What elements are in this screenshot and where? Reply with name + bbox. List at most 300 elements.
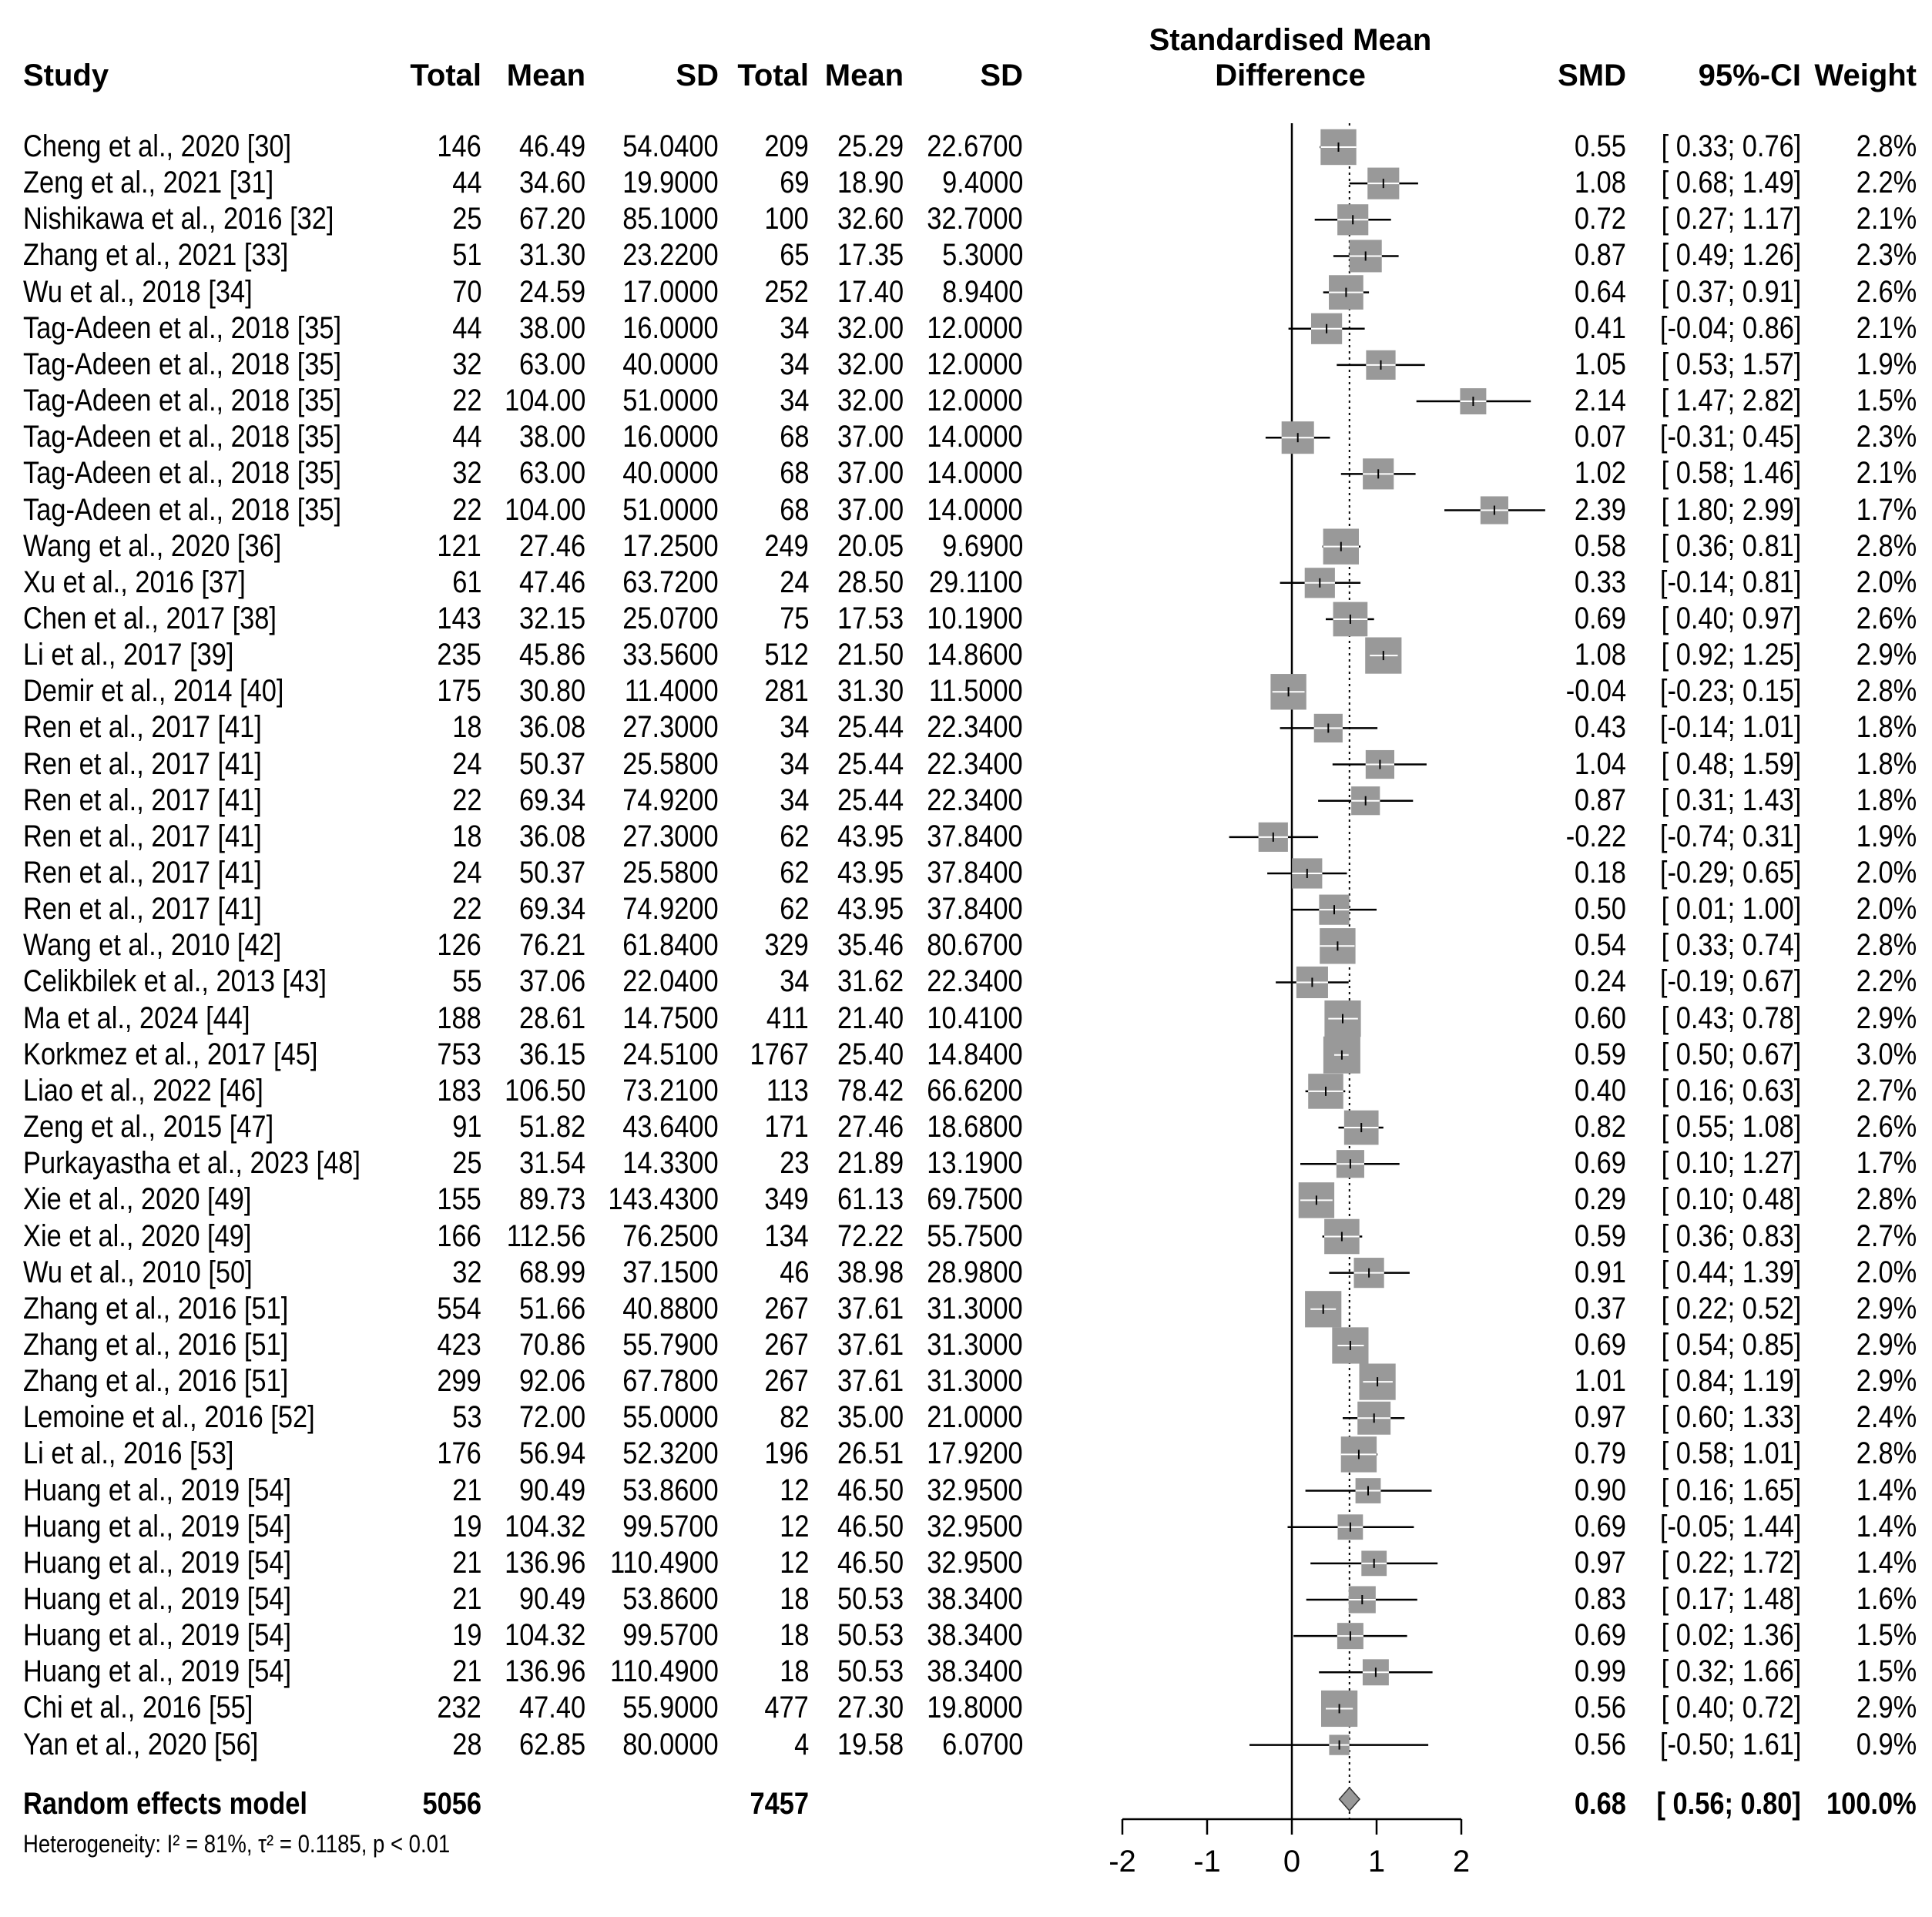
- exp-mean: 136.96: [504, 1654, 585, 1689]
- study-name: Li et al., 2016 [53]: [23, 1436, 234, 1471]
- smd-value: 1.02: [1575, 456, 1626, 491]
- ctl-total: 12: [779, 1509, 809, 1543]
- weight-value: 2.7%: [1856, 1073, 1917, 1108]
- weight-value: 1.5%: [1856, 1654, 1917, 1689]
- exp-total: 53: [451, 1400, 481, 1435]
- smd-value: 0.07: [1575, 420, 1626, 454]
- ctl-mean: 46.50: [837, 1473, 904, 1507]
- study-name: Wu et al., 2018 [34]: [23, 274, 253, 309]
- exp-total: 423: [437, 1327, 481, 1362]
- exp-mean: 104.32: [504, 1618, 585, 1653]
- smd-value: -0.04: [1565, 674, 1626, 709]
- weight-value: 3.0%: [1856, 1037, 1917, 1071]
- ctl-sd: 55.7500: [927, 1218, 1023, 1253]
- header-smd: SMD: [1558, 59, 1626, 92]
- exp-total: 143: [437, 601, 481, 635]
- exp-sd: 80.0000: [622, 1727, 719, 1761]
- ctl-mean: 37.61: [837, 1364, 904, 1399]
- ctl-sd: 37.8400: [927, 819, 1023, 853]
- ctl-mean: 32.00: [837, 310, 904, 345]
- ctl-sd: 19.8000: [927, 1691, 1023, 1725]
- study-name: Zeng et al., 2015 [47]: [23, 1110, 274, 1145]
- smd-value: 1.05: [1575, 347, 1626, 381]
- exp-mean: 136.96: [504, 1545, 585, 1580]
- smd-value: 0.58: [1575, 528, 1626, 563]
- study-name: Zeng et al., 2021 [31]: [23, 166, 274, 200]
- ctl-total: 34: [779, 384, 809, 418]
- ci-value: [ 0.10; 0.48]: [1661, 1182, 1801, 1217]
- header-ctl-mean: Mean: [824, 59, 904, 92]
- ci-value: [ 0.36; 0.81]: [1661, 528, 1801, 563]
- ctl-mean: 43.95: [837, 819, 904, 853]
- ci-value: [ 0.16; 1.65]: [1661, 1473, 1801, 1507]
- ctl-mean: 50.53: [837, 1618, 904, 1653]
- ctl-sd: 22.3400: [927, 964, 1023, 999]
- smd-value: 0.97: [1575, 1545, 1626, 1580]
- x-tick-label: 0: [1283, 1845, 1301, 1878]
- exp-sd: 24.5100: [622, 1037, 719, 1071]
- ctl-mean: 18.90: [837, 166, 904, 200]
- ci-value: [ 0.53; 1.57]: [1661, 347, 1801, 381]
- weight-value: 2.4%: [1856, 1400, 1917, 1435]
- study-name: Ren et al., 2017 [41]: [23, 783, 262, 817]
- weight-value: 1.9%: [1856, 347, 1917, 381]
- exp-mean: 90.49: [518, 1582, 585, 1616]
- ctl-sd: 8.9400: [941, 274, 1023, 309]
- exp-mean: 46.49: [518, 129, 585, 163]
- ci-value: [ 0.40; 0.97]: [1661, 601, 1801, 635]
- ctl-sd: 12.0000: [927, 347, 1023, 381]
- exp-sd: 52.3200: [622, 1436, 719, 1471]
- ctl-total: 113: [766, 1073, 809, 1108]
- ctl-mean: 21.89: [837, 1146, 904, 1181]
- ctl-total: 281: [764, 674, 809, 709]
- weight-value: 1.7%: [1856, 492, 1917, 527]
- study-name: Huang et al., 2019 [54]: [23, 1582, 292, 1616]
- plot-title-line-2: Difference: [1215, 59, 1366, 92]
- ctl-total: 65: [779, 238, 809, 273]
- ctl-total: 69: [779, 166, 809, 200]
- study-name: Liao et al., 2022 [46]: [23, 1073, 263, 1108]
- study-name: Nishikawa et al., 2016 [32]: [23, 202, 334, 236]
- x-tick-label: 2: [1452, 1845, 1471, 1878]
- ctl-mean: 43.95: [837, 892, 904, 927]
- exp-mean: 47.40: [518, 1691, 585, 1725]
- smd-value: 1.08: [1575, 166, 1626, 200]
- study-name: Zhang et al., 2016 [51]: [23, 1327, 289, 1362]
- exp-sd: 51.0000: [622, 492, 719, 527]
- ctl-mean: 38.98: [837, 1255, 904, 1289]
- exp-total: 155: [437, 1182, 481, 1217]
- exp-total: 25: [451, 202, 481, 236]
- ctl-total: 100: [764, 202, 809, 236]
- exp-mean: 34.60: [518, 166, 585, 200]
- ctl-sd: 9.6900: [941, 528, 1023, 563]
- ci-value: [ 0.58; 1.46]: [1661, 456, 1801, 491]
- exp-mean: 104.32: [504, 1509, 585, 1543]
- ctl-total: 209: [764, 129, 809, 163]
- plot-title-line-1: Standardised Mean: [1149, 23, 1432, 57]
- weight-value: 0.9%: [1856, 1727, 1917, 1761]
- ctl-total: 34: [779, 746, 809, 781]
- heterogeneity-label: Heterogeneity: I² = 81%, τ² = 0.1185, p < 0.01: [23, 1830, 451, 1858]
- study-name: Lemoine et al., 2016 [52]: [23, 1400, 315, 1435]
- study-name: Ren et al., 2017 [41]: [23, 710, 262, 745]
- ctl-total: 62: [779, 892, 809, 927]
- ctl-total: 62: [779, 819, 809, 853]
- exp-total: 18: [451, 710, 481, 745]
- ctl-total: 68: [779, 456, 809, 491]
- ctl-total: 411: [766, 1000, 809, 1035]
- smd-value: 0.79: [1575, 1436, 1626, 1471]
- study-name: Huang et al., 2019 [54]: [23, 1509, 292, 1543]
- weight-value: 1.4%: [1856, 1473, 1917, 1507]
- ctl-sd: 11.5000: [929, 674, 1023, 709]
- ctl-mean: 37.00: [837, 456, 904, 491]
- exp-mean: 36.08: [518, 819, 585, 853]
- ctl-sd: 5.3000: [941, 238, 1023, 273]
- exp-total: 28: [451, 1727, 481, 1761]
- study-name: Tag-Adeen et al., 2018 [35]: [23, 456, 342, 491]
- ci-value: [ 0.01; 1.00]: [1661, 892, 1801, 927]
- study-name: Chi et al., 2016 [55]: [23, 1691, 253, 1725]
- exp-total: 176: [437, 1436, 481, 1471]
- study-name: Cheng et al., 2020 [30]: [23, 129, 292, 163]
- exp-total: 44: [451, 166, 481, 200]
- ctl-total: 249: [764, 528, 809, 563]
- ctl-total: 329: [764, 928, 809, 963]
- ctl-total: 24: [779, 565, 809, 599]
- study-name: Wu et al., 2010 [50]: [23, 1255, 253, 1289]
- ctl-sd: 32.9500: [927, 1545, 1023, 1580]
- smd-value: 0.59: [1575, 1037, 1626, 1071]
- smd-value: 0.87: [1575, 238, 1626, 273]
- ci-value: [ 0.33; 0.74]: [1661, 928, 1801, 963]
- study-name: Ren et al., 2017 [41]: [23, 856, 262, 890]
- ci-value: [ 0.22; 0.52]: [1661, 1291, 1801, 1325]
- ctl-sd: 14.0000: [927, 456, 1023, 491]
- exp-mean: 89.73: [518, 1182, 585, 1217]
- exp-sd: 43.6400: [622, 1110, 719, 1145]
- exp-sd: 51.0000: [622, 384, 719, 418]
- ctl-sd: 6.0700: [941, 1727, 1023, 1761]
- ci-value: [ 0.40; 0.72]: [1661, 1691, 1801, 1725]
- ctl-total: 68: [779, 420, 809, 454]
- ctl-mean: 61.13: [837, 1182, 904, 1217]
- smd-value: 0.40: [1575, 1073, 1626, 1108]
- exp-sd: 55.7900: [622, 1327, 719, 1362]
- pooled-ctl-total: 7457: [750, 1787, 809, 1821]
- ctl-total: 4: [793, 1727, 809, 1761]
- exp-mean: 38.00: [518, 420, 585, 454]
- exp-total: 61: [451, 565, 481, 599]
- exp-sd: 85.1000: [622, 202, 719, 236]
- exp-mean: 27.46: [518, 528, 585, 563]
- exp-mean: 112.56: [506, 1218, 585, 1253]
- study-name: Ma et al., 2024 [44]: [23, 1000, 250, 1035]
- weight-value: 2.6%: [1856, 601, 1917, 635]
- smd-value: -0.22: [1565, 819, 1626, 853]
- exp-sd: 55.0000: [622, 1400, 719, 1435]
- ctl-sd: 9.4000: [941, 166, 1023, 200]
- ctl-total: 34: [779, 710, 809, 745]
- ci-value: [-0.05; 1.44]: [1659, 1509, 1801, 1543]
- ci-value: [-0.23; 0.15]: [1659, 674, 1801, 709]
- study-name: Tag-Adeen et al., 2018 [35]: [23, 492, 342, 527]
- ctl-sd: 14.0000: [927, 492, 1023, 527]
- x-tick-label: -1: [1193, 1845, 1221, 1878]
- ctl-sd: 12.0000: [927, 384, 1023, 418]
- study-name: Demir et al., 2014 [40]: [23, 674, 284, 709]
- exp-sd: 143.4300: [608, 1182, 719, 1217]
- exp-mean: 63.00: [518, 347, 585, 381]
- ctl-mean: 19.58: [837, 1727, 904, 1761]
- smd-value: 0.90: [1575, 1473, 1626, 1507]
- ctl-sd: 37.8400: [927, 856, 1023, 890]
- exp-sd: 73.2100: [622, 1073, 719, 1108]
- ctl-sd: 22.3400: [927, 783, 1023, 817]
- exp-total: 51: [451, 238, 481, 273]
- exp-sd: 11.4000: [625, 674, 719, 709]
- weight-value: 1.8%: [1856, 783, 1917, 817]
- exp-sd: 54.0400: [622, 129, 719, 163]
- ci-value: [ 0.37; 0.91]: [1661, 274, 1801, 309]
- ctl-mean: 43.95: [837, 856, 904, 890]
- exp-total: 232: [437, 1691, 481, 1725]
- exp-sd: 53.8600: [622, 1473, 719, 1507]
- study-name: Huang et al., 2019 [54]: [23, 1473, 292, 1507]
- exp-total: 21: [451, 1582, 481, 1616]
- ctl-mean: 25.44: [837, 783, 904, 817]
- ctl-total: 46: [779, 1255, 809, 1289]
- exp-mean: 45.86: [518, 638, 585, 672]
- study-name: Zhang et al., 2016 [51]: [23, 1291, 289, 1325]
- ctl-sd: 38.3400: [927, 1654, 1023, 1689]
- ci-value: [ 0.22; 1.72]: [1661, 1545, 1801, 1580]
- weight-value: 2.6%: [1856, 274, 1917, 309]
- smd-value: 0.97: [1575, 1400, 1626, 1435]
- exp-sd: 55.9000: [622, 1691, 719, 1725]
- ci-value: [ 1.47; 2.82]: [1661, 384, 1801, 418]
- ctl-mean: 32.00: [837, 384, 904, 418]
- study-name: Wang et al., 2020 [36]: [23, 528, 282, 563]
- ctl-sd: 12.0000: [927, 310, 1023, 345]
- exp-mean: 68.99: [518, 1255, 585, 1289]
- study-name: Xu et al., 2016 [37]: [23, 565, 246, 599]
- ctl-mean: 32.00: [837, 347, 904, 381]
- ctl-sd: 38.3400: [927, 1618, 1023, 1653]
- exp-sd: 25.0700: [622, 601, 719, 635]
- exp-mean: 38.00: [518, 310, 585, 345]
- exp-total: 22: [451, 783, 481, 817]
- exp-mean: 51.66: [518, 1291, 585, 1325]
- ctl-total: 62: [779, 856, 809, 890]
- ctl-total: 23: [779, 1146, 809, 1181]
- exp-sd: 17.0000: [622, 274, 719, 309]
- exp-sd: 37.1500: [622, 1255, 719, 1289]
- ci-value: [-0.31; 0.45]: [1659, 420, 1801, 454]
- ctl-total: 134: [764, 1218, 809, 1253]
- ci-value: [ 0.49; 1.26]: [1661, 238, 1801, 273]
- ci-value: [ 0.27; 1.17]: [1661, 202, 1801, 236]
- ctl-sd: 31.3000: [927, 1291, 1023, 1325]
- header-weight: Weight: [1814, 59, 1917, 92]
- ctl-total: 75: [779, 601, 809, 635]
- ctl-total: 267: [764, 1291, 809, 1325]
- ctl-mean: 46.50: [837, 1509, 904, 1543]
- exp-sd: 110.4900: [610, 1545, 719, 1580]
- exp-mean: 47.46: [518, 565, 585, 599]
- exp-total: 32: [451, 347, 481, 381]
- study-name: Purkayastha et al., 2023 [48]: [23, 1146, 361, 1181]
- weight-value: 2.0%: [1856, 892, 1917, 927]
- exp-mean: 56.94: [518, 1436, 585, 1471]
- weight-value: 2.7%: [1856, 1218, 1917, 1253]
- ctl-sd: 32.7000: [927, 202, 1023, 236]
- study-name: Huang et al., 2019 [54]: [23, 1618, 292, 1653]
- weight-value: 2.8%: [1856, 1436, 1917, 1471]
- exp-total: 44: [451, 310, 481, 345]
- weight-value: 2.9%: [1856, 1691, 1917, 1725]
- smd-value: 0.72: [1575, 202, 1626, 236]
- exp-sd: 14.7500: [622, 1000, 719, 1035]
- exp-mean: 63.00: [518, 456, 585, 491]
- ctl-mean: 27.46: [837, 1110, 904, 1145]
- exp-sd: 16.0000: [622, 310, 719, 345]
- exp-total: 22: [451, 384, 481, 418]
- study-name: Ren et al., 2017 [41]: [23, 892, 262, 927]
- ctl-mean: 37.61: [837, 1291, 904, 1325]
- ci-value: [ 0.31; 1.43]: [1661, 783, 1801, 817]
- pooled-exp-total: 5056: [422, 1787, 481, 1821]
- ctl-sd: 13.1900: [927, 1146, 1023, 1181]
- study-name: Huang et al., 2019 [54]: [23, 1545, 292, 1580]
- x-tick-label: -2: [1109, 1845, 1136, 1878]
- exp-total: 299: [437, 1364, 481, 1399]
- study-name: Wang et al., 2010 [42]: [23, 928, 282, 963]
- pooled-smd: 0.68: [1575, 1787, 1626, 1821]
- smd-value: 0.69: [1575, 601, 1626, 635]
- exp-total: 183: [437, 1073, 481, 1108]
- weight-value: 2.9%: [1856, 1000, 1917, 1035]
- exp-total: 235: [437, 638, 481, 672]
- ci-value: [-0.04; 0.86]: [1659, 310, 1801, 345]
- ctl-mean: 46.50: [837, 1545, 904, 1580]
- ctl-mean: 72.22: [837, 1218, 904, 1253]
- weight-value: 1.6%: [1856, 1582, 1917, 1616]
- weight-value: 2.8%: [1856, 528, 1917, 563]
- ctl-sd: 14.8400: [927, 1037, 1023, 1071]
- exp-sd: 19.9000: [622, 166, 719, 200]
- exp-sd: 53.8600: [622, 1582, 719, 1616]
- ci-value: [ 0.84; 1.19]: [1661, 1364, 1801, 1399]
- ctl-total: 512: [764, 638, 809, 672]
- weight-value: 1.8%: [1856, 746, 1917, 781]
- weight-value: 1.7%: [1856, 1146, 1917, 1181]
- smd-value: 0.50: [1575, 892, 1626, 927]
- ctl-total: 18: [779, 1618, 809, 1653]
- ci-value: [-0.14; 1.01]: [1659, 710, 1801, 745]
- smd-value: 0.54: [1575, 928, 1626, 963]
- exp-mean: 106.50: [504, 1073, 585, 1108]
- ctl-sd: 31.3000: [927, 1327, 1023, 1362]
- exp-mean: 90.49: [518, 1473, 585, 1507]
- exp-mean: 31.54: [518, 1146, 585, 1181]
- exp-sd: 17.2500: [622, 528, 719, 563]
- weight-value: 2.8%: [1856, 674, 1917, 709]
- header-ctl-total: Total: [737, 59, 809, 92]
- ci-value: [ 0.43; 0.78]: [1661, 1000, 1801, 1035]
- ctl-sd: 69.7500: [927, 1182, 1023, 1217]
- pooled-ci: [ 0.56; 0.80]: [1656, 1787, 1801, 1821]
- ctl-total: 34: [779, 964, 809, 999]
- ctl-total: 82: [779, 1400, 809, 1435]
- exp-sd: 61.8400: [622, 928, 719, 963]
- ctl-mean: 20.05: [837, 528, 904, 563]
- exp-sd: 27.3000: [622, 819, 719, 853]
- ctl-mean: 17.53: [837, 601, 904, 635]
- exp-sd: 14.3300: [622, 1146, 719, 1181]
- study-name: Korkmez et al., 2017 [45]: [23, 1037, 318, 1071]
- weight-value: 2.1%: [1856, 310, 1917, 345]
- exp-mean: 50.37: [518, 856, 585, 890]
- ci-value: [ 0.60; 1.33]: [1661, 1400, 1801, 1435]
- ctl-total: 349: [764, 1182, 809, 1217]
- ci-value: [ 0.16; 0.63]: [1661, 1073, 1801, 1108]
- exp-sd: 99.5700: [622, 1618, 719, 1653]
- study-name: Li et al., 2017 [39]: [23, 638, 234, 672]
- header-exp-total: Total: [410, 59, 481, 92]
- exp-sd: 74.9200: [622, 783, 719, 817]
- weight-value: 1.9%: [1856, 819, 1917, 853]
- ctl-mean: 50.53: [837, 1654, 904, 1689]
- exp-sd: 27.3000: [622, 710, 719, 745]
- exp-mean: 104.00: [504, 492, 585, 527]
- smd-value: 1.08: [1575, 638, 1626, 672]
- study-name: Yan et al., 2020 [56]: [23, 1727, 259, 1761]
- header-study: Study: [23, 59, 109, 92]
- ctl-mean: 78.42: [837, 1073, 904, 1108]
- smd-value: 0.18: [1575, 856, 1626, 890]
- ci-value: [ 0.68; 1.49]: [1661, 166, 1801, 200]
- exp-sd: 40.8800: [622, 1291, 719, 1325]
- ctl-total: 18: [779, 1582, 809, 1616]
- exp-mean: 37.06: [518, 964, 585, 999]
- smd-value: 0.43: [1575, 710, 1626, 745]
- ctl-sd: 21.0000: [927, 1400, 1023, 1435]
- weight-value: 2.9%: [1856, 638, 1917, 672]
- exp-sd: 22.0400: [622, 964, 719, 999]
- weight-value: 2.0%: [1856, 565, 1917, 599]
- exp-mean: 51.82: [518, 1110, 585, 1145]
- ci-value: [ 0.17; 1.48]: [1661, 1582, 1801, 1616]
- exp-total: 19: [451, 1618, 481, 1653]
- header-ctl-sd: SD: [980, 59, 1023, 92]
- exp-mean: 69.34: [518, 783, 585, 817]
- study-name: Tag-Adeen et al., 2018 [35]: [23, 347, 342, 381]
- ci-value: [ 0.32; 1.66]: [1661, 1654, 1801, 1689]
- exp-sd: 33.5600: [622, 638, 719, 672]
- header-exp-mean: Mean: [506, 59, 585, 92]
- weight-value: 2.0%: [1856, 1255, 1917, 1289]
- ci-value: [-0.19; 0.67]: [1659, 964, 1801, 999]
- ctl-mean: 37.61: [837, 1327, 904, 1362]
- ci-value: [ 0.33; 0.76]: [1661, 129, 1801, 163]
- ctl-mean: 17.35: [837, 238, 904, 273]
- ctl-mean: 28.50: [837, 565, 904, 599]
- smd-value: 1.01: [1575, 1364, 1626, 1399]
- exp-sd: 76.2500: [622, 1218, 719, 1253]
